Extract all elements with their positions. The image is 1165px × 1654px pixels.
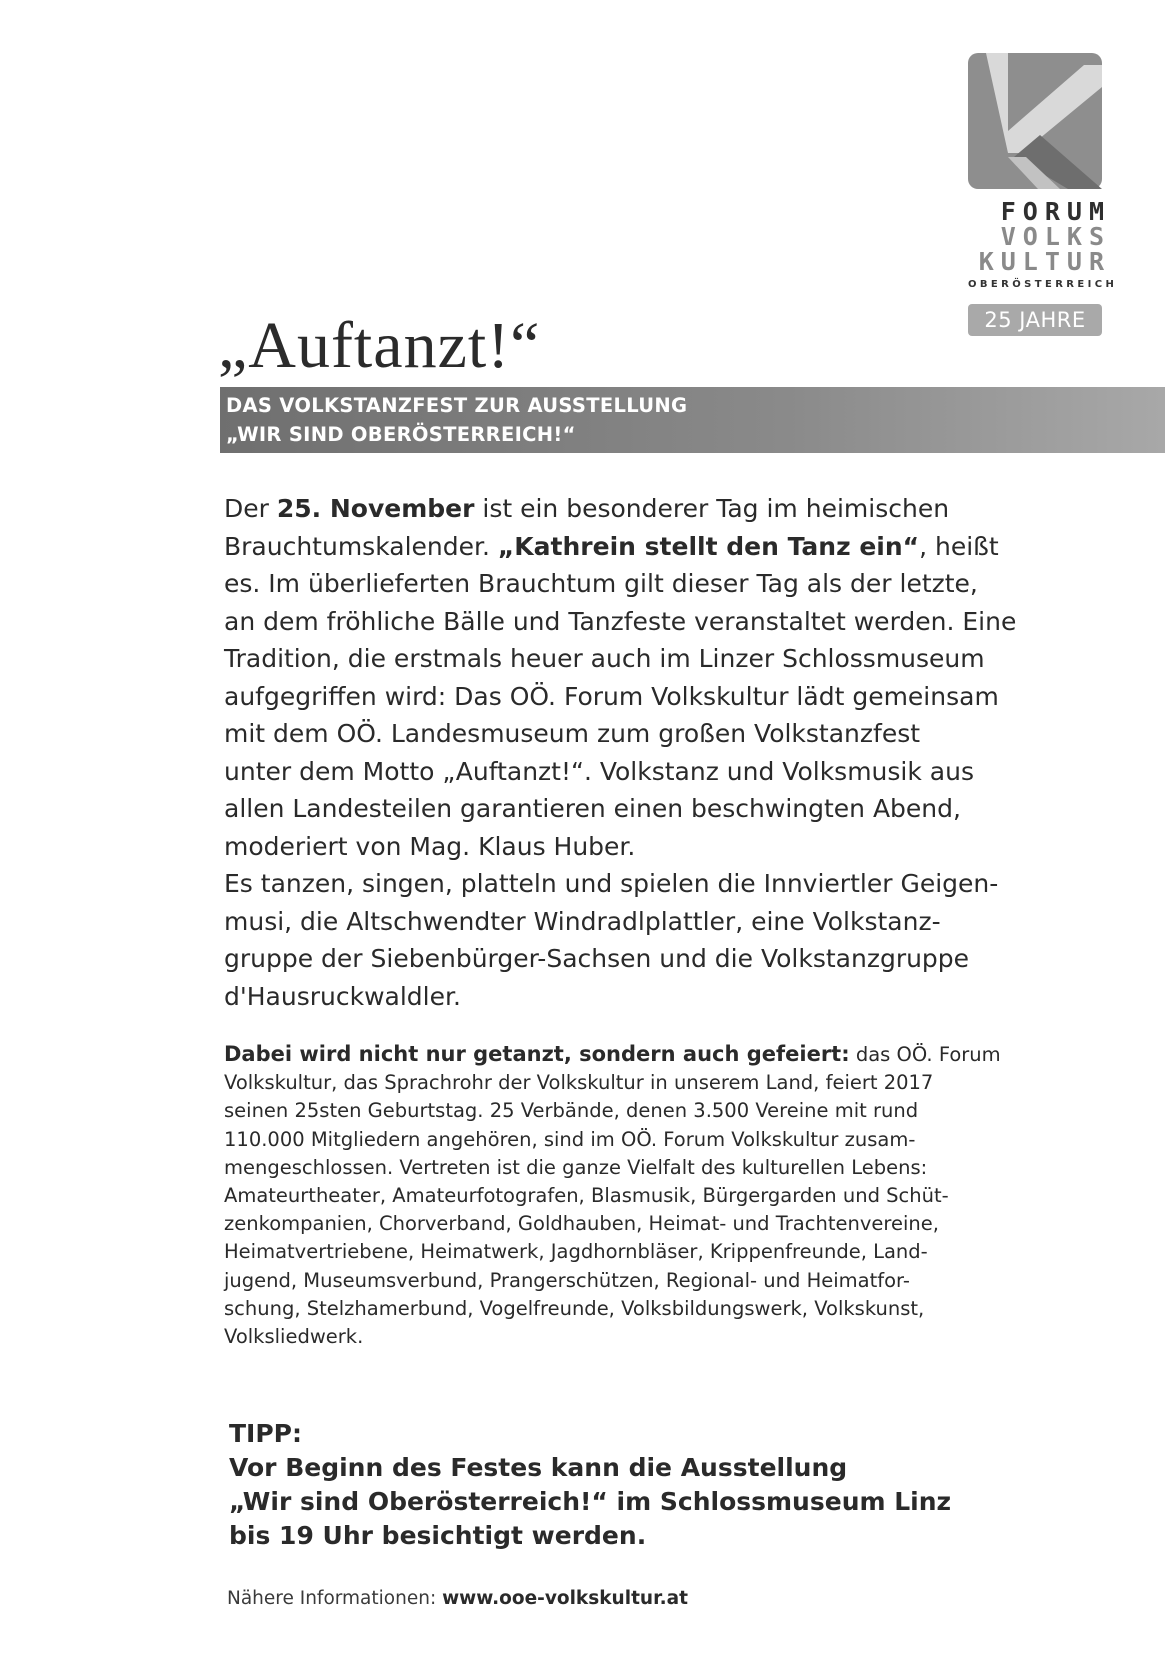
- intro-line: Tradition, die erstmals heuer auch im Linzer Schlossmuseum: [224, 644, 985, 673]
- celebration-line: jugend, Museumsverbund, Prangerschützen, Regional- und Heimatfor-: [224, 1268, 910, 1292]
- intro-paragraph: [224, 490, 1104, 1015]
- celebration-line: mengeschlossen. Vertreten ist die ganze Vielfalt des kulturellen Lebens:: [224, 1155, 928, 1179]
- intro-line: aufgegriffen wird: Das OÖ. Forum Volkskultur lädt gemeinsam: [224, 681, 999, 711]
- intro-line: musi, die Altschwendter Windradlplattler, eine Volkstanz-: [224, 906, 941, 936]
- celebration-line: Volksliedwerk.: [224, 1325, 364, 1349]
- k-logo-icon: [968, 53, 1102, 189]
- intro-line: Es tanzen, singen, platteln und spielen die Innviertler Geigen-: [224, 869, 999, 898]
- intro-line: Brauchtumskalender. „Kathrein stellt den Tanz ein“, heißt: [224, 531, 999, 561]
- subtitle-band: [220, 387, 1165, 453]
- intro-line: gruppe der Siebenbürger-Sachsen und die Volkstanzgruppe: [224, 944, 970, 973]
- intro-line: mit dem OÖ. Landesmuseum zum großen Volkstanzfest: [224, 719, 921, 748]
- anniversary-badge: 25 JAHRE: [968, 304, 1102, 336]
- celebration-line: seinen 25sten Geburtstag. 25 Verbände, denen 3.500 Vereine mit rund: [224, 1099, 919, 1123]
- intro-line: an dem fröhliche Bälle und Tanzfeste veranstaltet werden. Eine: [224, 606, 1017, 636]
- logo-line-kultur: KULTUR: [978, 247, 1111, 276]
- tip-line: „Wir sind Oberösterreich!“ im Schlossmuseum Linz: [229, 1487, 952, 1516]
- website-link[interactable]: www.ooe-volkskultur.at: [442, 1588, 688, 1609]
- subtitle-line-2: „WIR SIND OBERÖSTERREICH!“: [226, 423, 576, 446]
- intro-line: unter dem Motto „Auftanzt!“. Volkstanz und Volksmusik aus: [224, 756, 974, 786]
- intro-line: moderiert von Mag. Klaus Huber.: [224, 831, 636, 861]
- footer-label: Nähere Informationen:: [227, 1588, 443, 1609]
- celebration-line: Volkskultur, das Sprachrohr der Volkskultur in unserem Land, feiert 2017: [224, 1071, 934, 1095]
- celebration-paragraph: [224, 1040, 1104, 1351]
- logo-line-volks: VOLKS: [1000, 222, 1111, 251]
- forum-volkskultur-logo: [968, 53, 1118, 336]
- celebration-line: 110.000 Mitgliedern angehören, sind im OÖ. Forum Volkskultur zusam-: [224, 1127, 916, 1151]
- logo-sub-oberoesterreich: OBERÖSTERREICH: [968, 279, 1118, 290]
- date-highlight: 25. November: [276, 494, 475, 523]
- celebration-line: zenkompanien, Chorverband, Goldhauben, Heimat- und Trachtenvereine,: [224, 1212, 939, 1236]
- saying-highlight: „Kathrein stellt den Tanz ein“: [497, 531, 920, 561]
- intro-line: Der 25. November ist ein besonderer Tag im heimischen: [224, 494, 950, 523]
- logo-line-forum: FORUM: [1000, 197, 1111, 226]
- intro-line: es. Im überlieferten Brauchtum gilt dieser Tag als der letzte,: [224, 569, 978, 598]
- footer-info: [227, 1588, 688, 1609]
- celebration-line: Dabei wird nicht nur getanzt, sondern auch gefeiert: das OÖ. Forum: [224, 1042, 1001, 1066]
- subtitle-line-1: DAS VOLKSTANZFEST ZUR AUSSTELLUNG: [226, 394, 688, 417]
- celebration-line: Heimatvertriebene, Heimatwerk, Jagdhornbläser, Krippenfreunde, Land-: [224, 1240, 928, 1264]
- tip-heading: TIPP:: [229, 1419, 302, 1448]
- celebration-lead: Dabei wird nicht nur getanzt, sondern auch gefeiert:: [224, 1042, 850, 1066]
- tip-line: bis 19 Uhr besichtigt werden.: [229, 1521, 647, 1550]
- intro-line: d'Hausruckwaldler.: [224, 981, 461, 1011]
- celebration-line: schung, Stelzhamerbund, Vogelfreunde, Volksbildungswerk, Volkskunst,: [224, 1296, 925, 1320]
- page-title: „Auftanzt!“: [218, 309, 541, 382]
- celebration-line: Amateurtheater, Amateurfotografen, Blasmusik, Bürgergarden und Schüt-: [224, 1184, 949, 1208]
- tip-box: [229, 1417, 951, 1553]
- intro-line: allen Landesteilen garantieren einen beschwingten Abend,: [224, 794, 961, 823]
- tip-line: Vor Beginn des Festes kann die Ausstellung: [229, 1453, 848, 1482]
